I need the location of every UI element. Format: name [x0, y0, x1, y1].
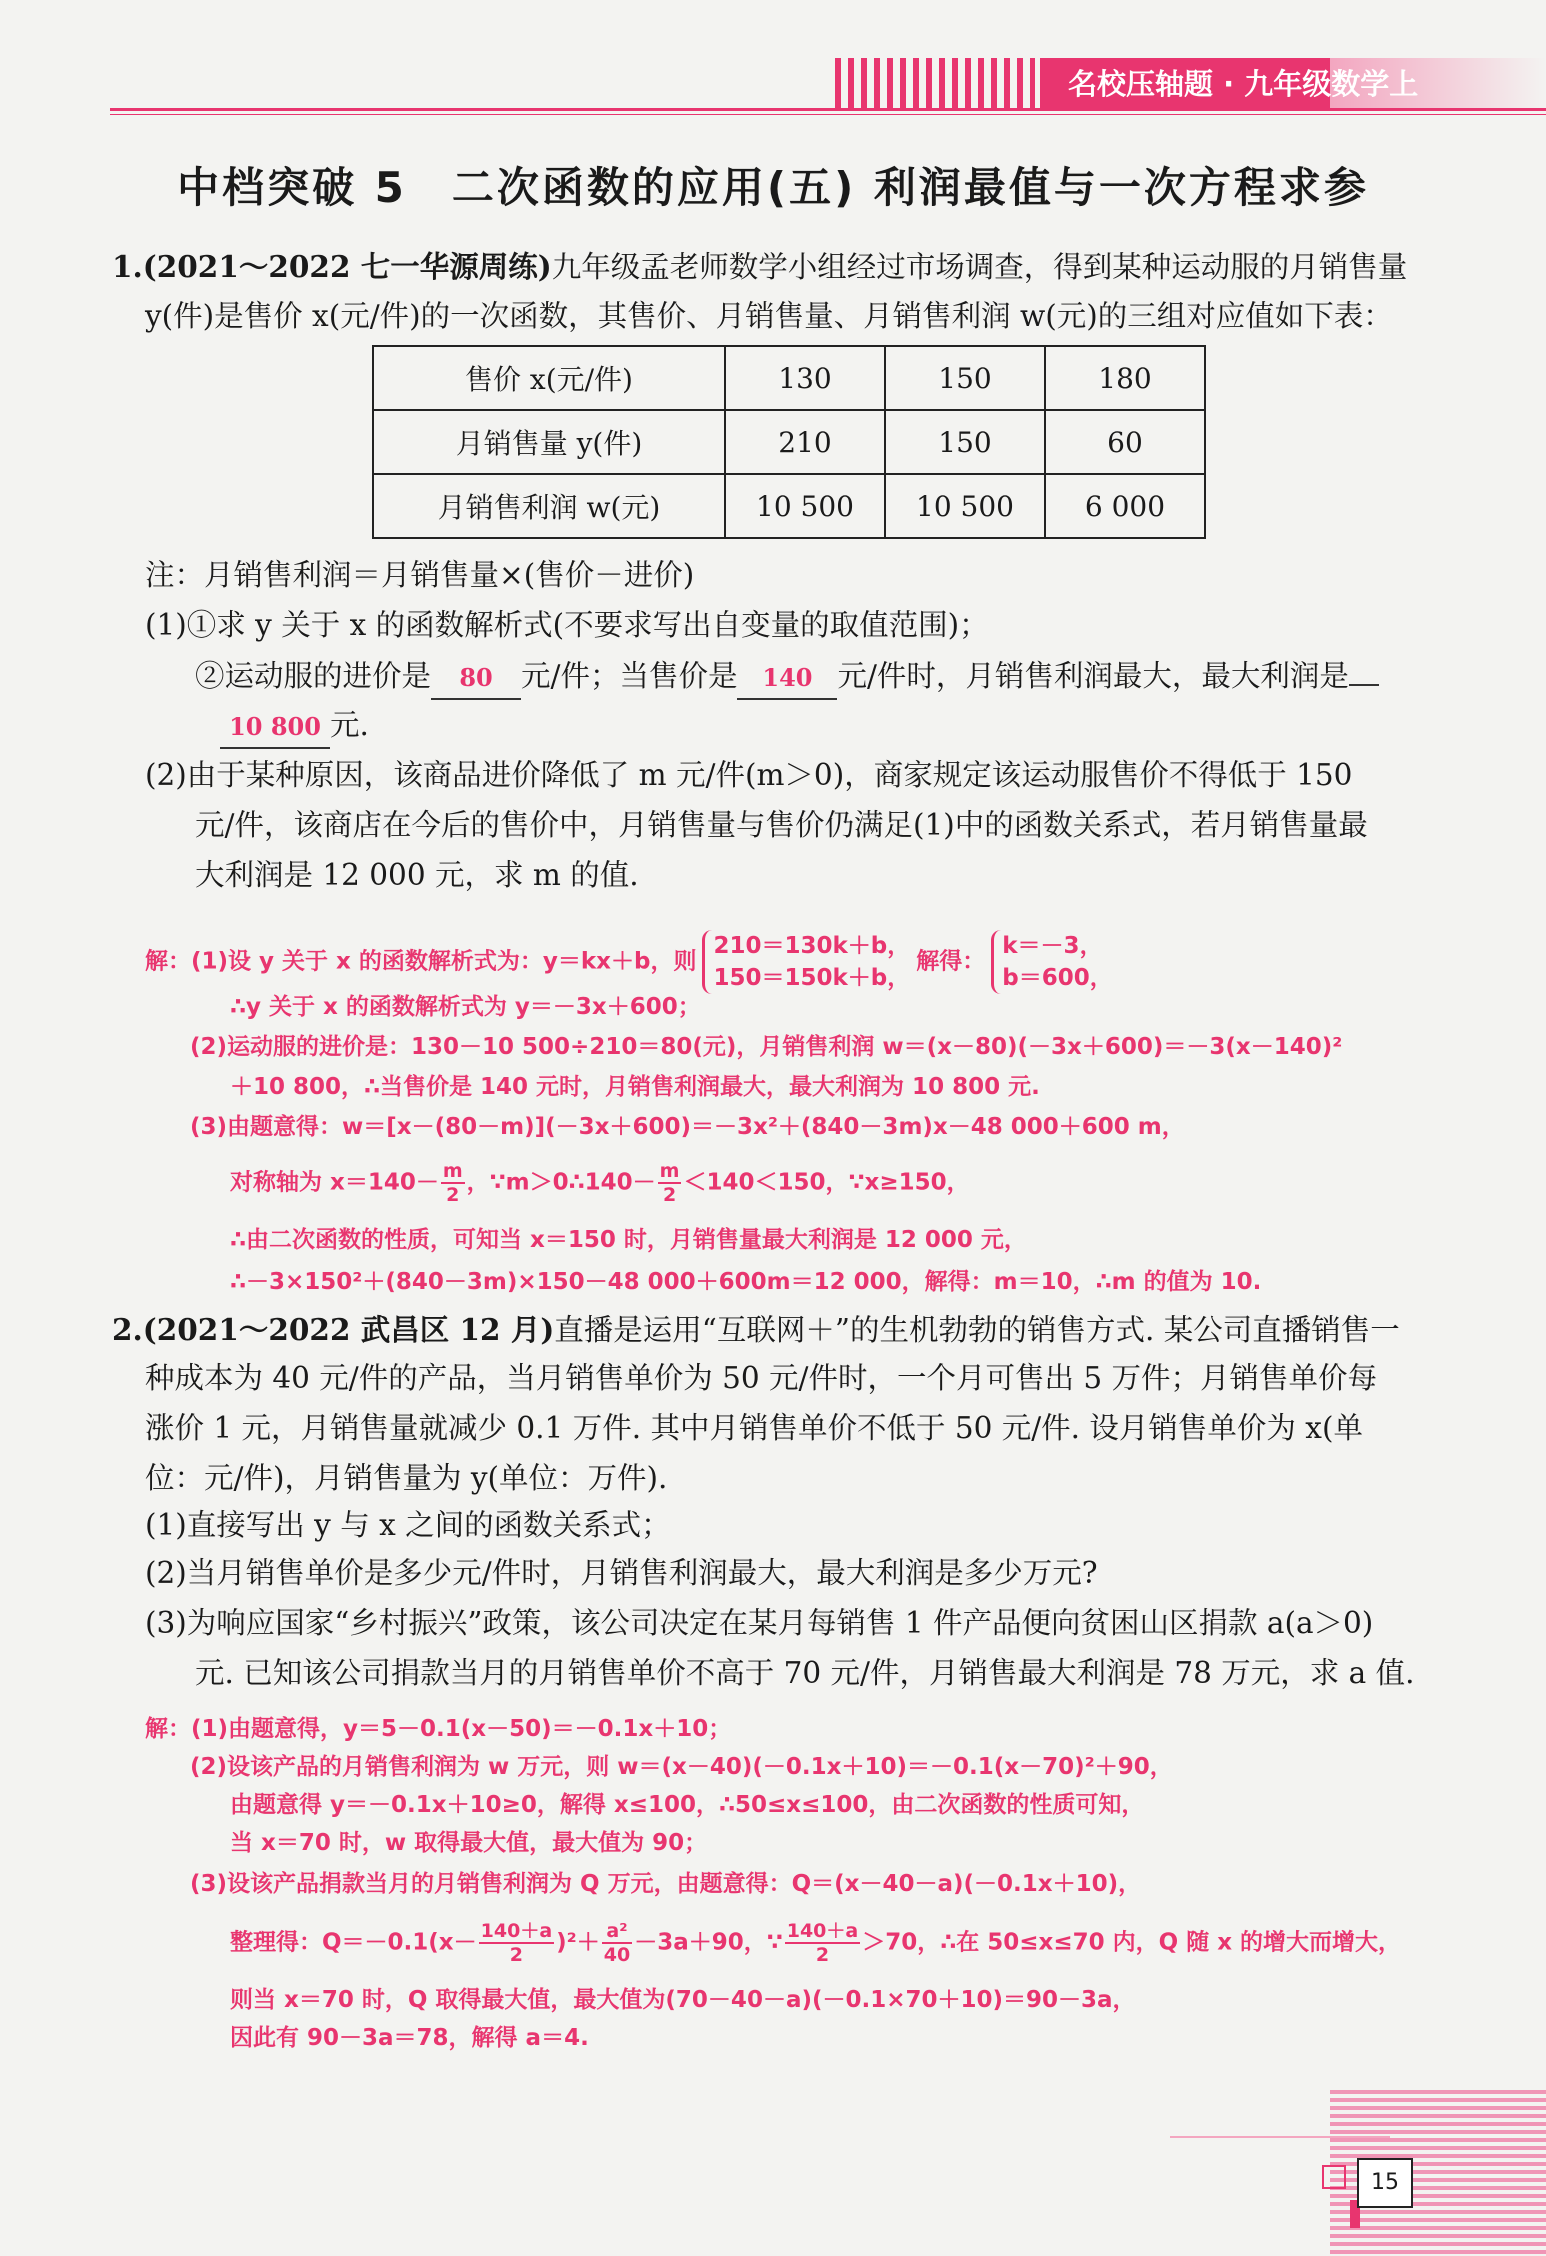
q1-part1-b-text: 元/件时，月销售利润最大，最大利润是 [837, 659, 1349, 693]
q2-stem-text-1: 直播是运用“互联网＋”的生机勃勃的销售方式. 某公司直播销售一 [554, 1313, 1400, 1347]
table-cell: 180 [1045, 346, 1205, 410]
q1-stem-line-2: y(件)是售价 x(元/件)的一次函数，其售价、月销售量、月销售利润 w(元)的三组对应值如下表： [145, 299, 1393, 333]
table-row [373, 410, 1205, 474]
q1-part1-b-text: 元/件；当售价是 [521, 659, 738, 693]
header-rule-thin [110, 114, 1546, 115]
table-row [373, 474, 1205, 538]
page-number: 15 [1357, 2158, 1413, 2208]
q2-stem-line-4: 位：元/件)，月销售量为 y(单位：万件). [145, 1461, 668, 1495]
q2-solution-line-5: (3)设该产品捐款当月的月销售利润为 Q 万元，由题意得：Q＝(x－40－a)(－0.1x＋10)， [190, 1871, 1142, 1897]
q1-solution-line-6 [230, 1160, 970, 1206]
fraction [479, 1920, 554, 1966]
answer-blank-profit-start [1349, 684, 1379, 686]
q2-solution-line-1: 解：(1)由题意得，y＝5－0.1(x－50)＝－0.1x＋10； [145, 1716, 732, 1742]
denominator: 40 [603, 1944, 631, 1966]
table-cell: 150 [885, 346, 1045, 410]
q2-part1: (1)直接写出 y 与 x 之间的函数关系式； [145, 1508, 671, 1542]
q2-part2: (2)当月销售单价是多少元/件时，月销售利润最大，最大利润是多少万元? [145, 1556, 1098, 1590]
q1-solution-line-4: ＋10 800，∴当售价是 140 元时，月销售利润最大，最大利润为 10 800 元. [230, 1074, 1040, 1100]
solution-text: )²＋ [556, 1929, 600, 1956]
q1-solution-line-7: ∴由二次函数的性质，可知当 x＝150 时，月销售量最大利润是 12 000 元， [230, 1227, 1027, 1253]
header-stripes [835, 58, 1035, 110]
solution-text: 对称轴为 x＝140－ [230, 1169, 439, 1196]
page-title: 中档突破 5 二次函数的应用(五) 利润最值与一次方程求参 [177, 163, 1369, 212]
fraction [441, 1160, 465, 1206]
table-header-cell: 月销售利润 w(元) [373, 474, 725, 538]
q2-solution-line-8: 因此有 90－3a＝78，解得 a＝4. [230, 2025, 589, 2051]
equation-system [702, 930, 910, 994]
table-cell: 10 500 [725, 474, 885, 538]
fraction [658, 1160, 682, 1206]
q1-solution-line-2: ∴y 关于 x 的函数解析式为 y＝－3x＋600； [230, 994, 701, 1020]
q2-part3-line-1: (3)为响应国家“乡村振兴”政策，该公司决定在某月每销售 1 件产品便向贫困山区捐款 a(a＞0) [145, 1606, 1374, 1640]
answer-blank-price: 140 [737, 658, 837, 700]
q1-table [372, 345, 1206, 539]
table-header-cell: 月销售量 y(件) [373, 410, 725, 474]
solution-text: ＜140＜150，∵x≥150， [683, 1169, 970, 1196]
q1-solution-line-8: ∴－3×150²＋(840－3m)×150－48 000＋600m＝12 000，解得：m＝10，∴m 的值为 10. [230, 1269, 1262, 1295]
q1-number: 1. [112, 249, 143, 284]
equation: 210＝130k＋b， [713, 933, 911, 959]
solution-text: 整理得：Q＝－0.1(x－ [230, 1929, 477, 1956]
answer-blank-cost: 80 [431, 658, 521, 700]
solution-text: 解得： [916, 948, 986, 975]
fraction [602, 1920, 632, 1966]
footer-square-icon [1322, 2165, 1346, 2189]
solution-text: ＞70，∴在 50≤x≤70 内，Q 随 x 的增大而增大， [862, 1929, 1402, 1956]
solution-text: 解：(1)设 y 关于 x 的函数解析式为：y＝kx＋b，则 [145, 948, 697, 975]
q1-part1-b-cont [220, 705, 369, 749]
denominator: 2 [446, 1184, 460, 1206]
equation-system [991, 930, 1112, 994]
table-row [373, 346, 1205, 410]
q1-solution-line-3: (2)运动服的进价是：130－10 500÷210＝80(元)，月销售利润 w＝(x－80)(－3x＋600)＝－3(x－140)² [190, 1034, 1343, 1060]
table-cell: 150 [885, 410, 1045, 474]
q2-solution-line-4: 当 x＝70 时，w 取得最大值，最大值为 90； [230, 1830, 708, 1856]
q1-solution-line-1 [145, 930, 1119, 994]
solution-text: －3a＋90，∵ [634, 1929, 783, 1956]
equation: 150＝150k＋b， [713, 965, 911, 991]
q2-solution-line-7: 则当 x＝70 时，Q 取得最大值，最大值为(70－40－a)(－0.1×70＋10)＝90－3a， [230, 1987, 1136, 2013]
q2-stem-line-1 [112, 1310, 1400, 1350]
table-cell: 210 [725, 410, 885, 474]
table-header-cell: 售价 x(元/件) [373, 346, 725, 410]
denominator: 2 [815, 1944, 830, 1966]
q2-stem-line-3: 涨价 1 元，月销售量就减少 0.1 万件. 其中月销售单价不低于 50 元/件. 设月销售单价为 x(单 [145, 1411, 1363, 1445]
table-cell: 6 000 [1045, 474, 1205, 538]
denominator: 2 [662, 1184, 677, 1206]
q1-part2-line-1: (2)由于某种原因，该商品进价降低了 m 元/件(m＞0)，商家规定该运动服售价不得低于 150 [145, 758, 1353, 792]
equation: b＝600， [1002, 965, 1113, 991]
q1-stem-text-1: 九年级孟老师数学小组经过市场调查，得到某种运动服的月销售量 [551, 250, 1408, 284]
numerator: a² [602, 1920, 632, 1944]
q2-stem-line-2: 种成本为 40 元/件的产品，当月销售单价为 50 元/件时，一个月可售出 5 万件；月销售单价每 [145, 1361, 1377, 1395]
q1-part1-b [195, 656, 1379, 700]
numerator: m [442, 1160, 463, 1182]
q1-part2-line-2: 元/件，该商店在今后的售价中，月销售量与售价仍满足(1)中的函数关系式，若月销售量最 [195, 808, 1368, 842]
q2-solution-line-2: (2)设该产品的月销售利润为 w 万元，则 w＝(x－40)(－0.1x＋10)＝－0.1(x－70)²＋90， [190, 1754, 1173, 1780]
q2-source: (2021～2022 武昌区 12 月) [142, 1312, 555, 1347]
fraction [785, 1920, 860, 1966]
q1-note: 注：月销售利润＝月销售量×(售价－进价) [145, 558, 695, 592]
q2-solution-line-6 [230, 1920, 1401, 1966]
q1-source: (2021～2022 七一华源周练) [142, 249, 552, 284]
q2-number: 2. [112, 1312, 143, 1347]
q1-part1-b-text: 元. [330, 708, 369, 742]
table-cell: 130 [725, 346, 885, 410]
q1-solution-line-5: (3)由题意得：w＝[x－(80－m)](－3x＋600)＝－3x²＋(840－3m)x－48 000＋600 m， [190, 1114, 1185, 1140]
q2-solution-line-3: 由题意得 y＝－0.1x＋10≥0，解得 x≤100，∴50≤x≤100，由二次函数的性质可知， [230, 1792, 1145, 1818]
numerator: m [659, 1160, 680, 1182]
equation: k＝－3， [1002, 933, 1103, 959]
numerator: 140＋a [480, 1920, 553, 1942]
q1-stem-line-1 [112, 247, 1407, 287]
q1-part2-line-3: 大利润是 12 000 元，求 m 的值. [195, 858, 639, 892]
header-rule [110, 108, 1546, 111]
solution-text: ，∵m＞0∴140－ [466, 1169, 656, 1196]
q1-part1-b-text: ②运动服的进价是 [195, 659, 432, 693]
answer-blank-profit: 10 800 [220, 707, 330, 749]
table-cell: 60 [1045, 410, 1205, 474]
table-cell: 10 500 [885, 474, 1045, 538]
q1-part1-a: (1)①求 y 关于 x 的函数解析式(不要求写出自变量的取值范围)； [145, 608, 989, 642]
q2-part3-line-2: 元. 已知该公司捐款当月的月销售单价不高于 70 元/件，月销售最大利润是 78 万元，求 a 值. [195, 1656, 1415, 1690]
footer-rule [1170, 2136, 1390, 2138]
numerator: 140＋a [786, 1920, 859, 1942]
series-title: 名校压轴题 · 九年级数学上 [1068, 67, 1419, 101]
denominator: 2 [509, 1944, 524, 1966]
